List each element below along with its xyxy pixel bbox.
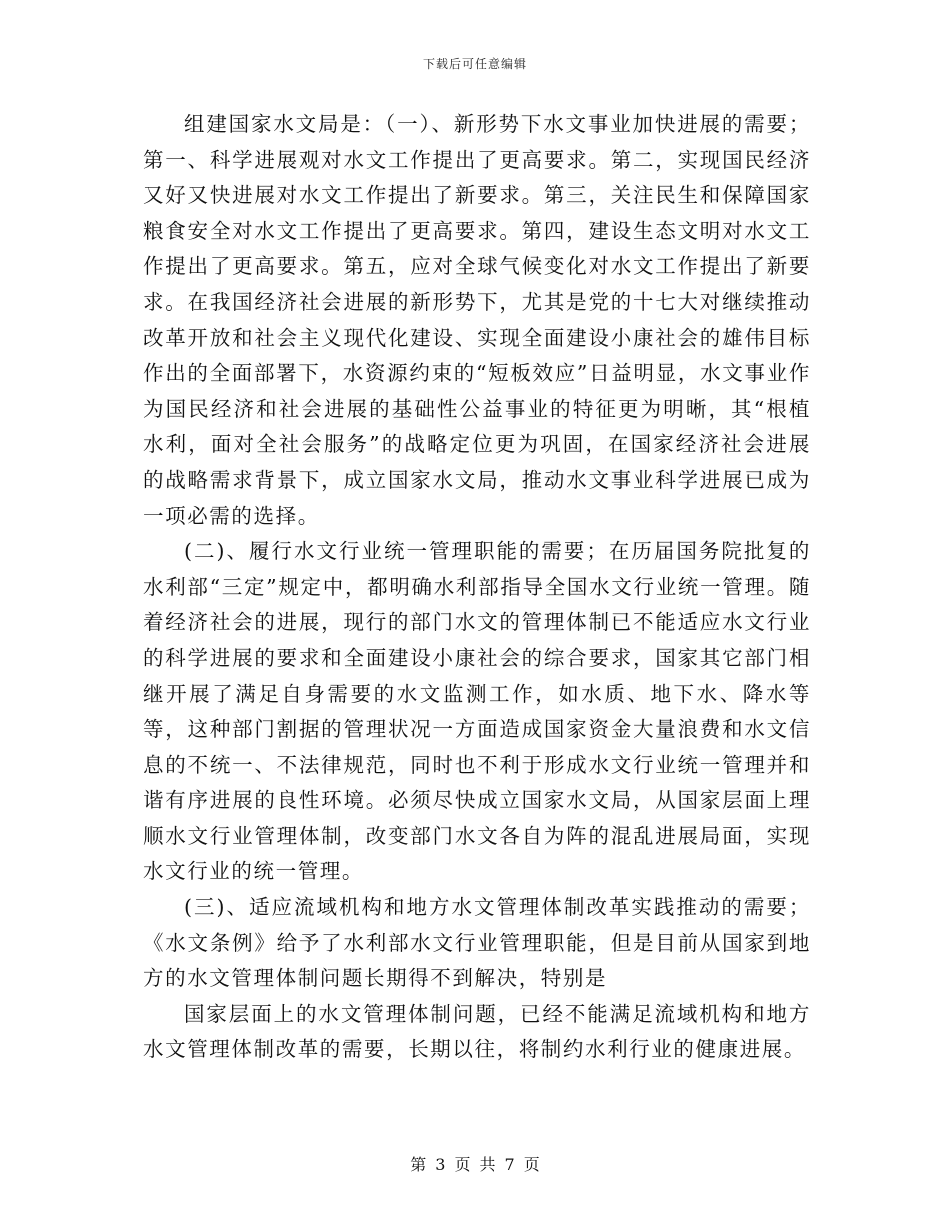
paragraph-2: (二)、履行水文行业统一管理职能的需要；在历届国务院批复的水利部“三定”规定中，都明确水利部指导全国水文行业统一管理。随着经济社会的进展，现行的部门水文的管理体制已不能适应水文行业的科学进展的要求和全面建设小康社会的综合要求，国家其它部门相继开展了满足自身需要的水文监测工作，如水质、地下水、降水等等，这种部门割据的管理状况一方面造成国家资金大量浪费和水文信息的不统一、不法律规范，同时也不利于形成水文行业统一管理并和谐有序进展的良性环境。必须尽快成立国家水文局，从国家层面上理顺水文行业管理体制，改变部门水文各自为阵的混乱进展局面，实现水文行业的统一管理。	[143, 539, 811, 884]
footer-label-di: 第	[410, 1155, 427, 1174]
footer-label-ye2: 页	[523, 1155, 540, 1174]
footer-current-page: 3	[435, 1155, 446, 1174]
page-footer	[0, 1152, 950, 1175]
paragraph-4: 国家层面上的水文管理体制问题，已经不能满足流域机构和地方水文管理体制改革的需要，长期以往，将制约水利行业的健康进展。	[143, 1001, 811, 1062]
footer-label-gong: 共	[479, 1155, 496, 1174]
footer-total-pages: 7	[504, 1155, 515, 1174]
body-text	[143, 107, 811, 1068]
footer-label-ye: 页	[454, 1155, 471, 1174]
page-header: 下载后可任意编辑	[422, 57, 527, 71]
paragraph-1: 组建国家水文局是：（一）、新形势下水文事业加快进展的需要；第一、科学进展观对水文工作提出了更高要求。第二，实现国民经济又好又快进展对水文工作提出了新要求。第三，关注民生和保障国家粮食安全对水文工作提出了更高要求。第四，建设生态文明对水文工作提出了更高要求。第五，应对全球气候变化对水文工作提出了新要求。在我国经济社会进展的新形势下，尤其是党的十七大对继续推动改革开放和社会主义现代化建设、实现全面建设小康社会的雄伟目标作出的全面部署下，水资源约束的“短板效应”日益明显，水文事业作为国民经济和社会进展的基础性公益事业的特征更为明晰，其“根植水利，面对全社会服务”的战略定位更为巩固，在国家经济社会进展的战略需求背景下，成立国家水文局，推动水文事业科学进展已成为一项必需的选择。	[143, 112, 811, 528]
paragraph-3: (三)、适应流域机构和地方水文管理体制改革实践推动的需要；《水文条例》给予了水利部水文行业管理职能，但是目前从国家到地方的水文管理体制问题长期得不到解决，特别是	[143, 895, 811, 991]
